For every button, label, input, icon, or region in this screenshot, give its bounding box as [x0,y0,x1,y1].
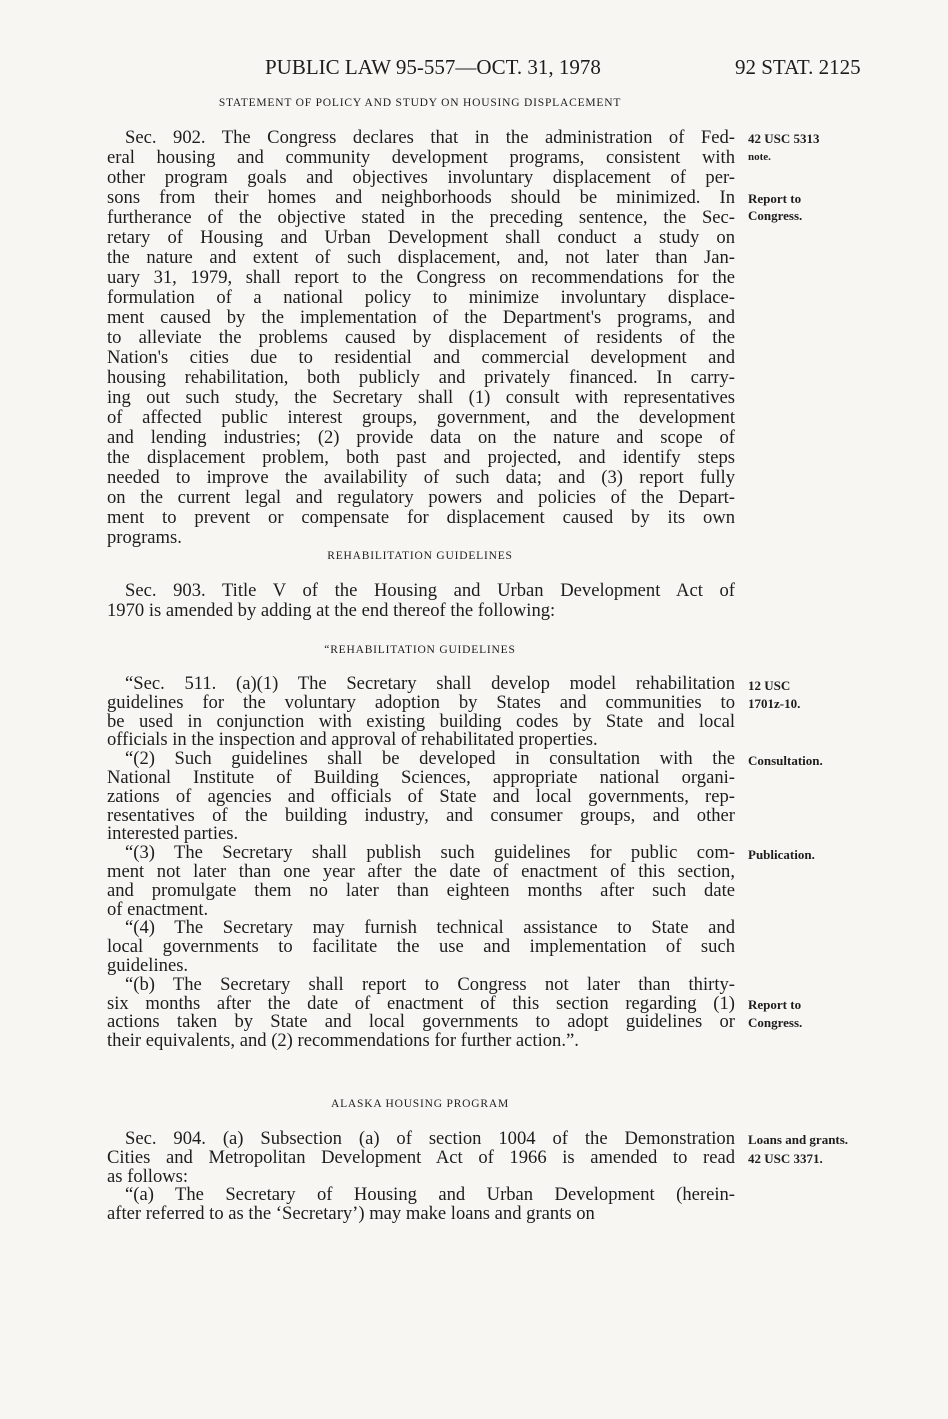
text-line: interested parties. [107,823,239,845]
text-line: Sec. 903. Title V of the Housing and Urban Development Act of [125,580,735,601]
text-line: be used in conjunction with existing building codes by State and local [107,710,735,732]
text-line: local governments to facilitate the use and implementation of such [107,936,735,958]
margin-note: note. [748,151,771,163]
section-511-body [107,675,735,1051]
text-line: “(b) The Secretary shall report to Congress not later than thirty- [125,973,735,995]
text-line: guidelines for the voluntary adoption by States and communities to [107,691,735,713]
section-heading: REHABILITATION GUIDELINES [327,550,513,562]
text-line: the nature and extent of such displacement, and, not later than Jan- [107,247,735,268]
margin-note: Loans and grants. [748,1132,849,1147]
text-line: other program goals and objectives involuntary displacement of per- [107,167,735,188]
text-line: to alleviate the problems caused by displacement of residents of the [107,327,735,348]
text-line: uary 31, 1979, shall report to the Congress on recommendations for the [107,267,735,288]
text-line: resentatives of the building industry, and consumer groups, and other [107,804,735,826]
text-line: six months after the date of enactment of this section regarding (1) [107,992,735,1014]
margin-note: 42 USC 5313 [748,131,820,146]
text-line: Nation's cities due to residential and commercial development and [107,347,735,368]
page-stat-number: 92 STAT. 2125 [735,55,861,79]
text-line: ment caused by the implementation of the Department's programs, and [107,307,735,328]
text-line: furtherance of the objective stated in the preceding sentence, the Sec- [107,207,735,228]
text-line: on the current legal and regulatory powers and policies of the Depart- [107,487,735,508]
section-heading: STATEMENT OF POLICY AND STUDY ON HOUSING DISPLACEMENT [218,97,622,109]
section-902-body [107,128,735,548]
margin-note: Publication. [748,847,815,862]
text-line: ment not later than one year after the date of enactment of this section, [107,860,735,882]
text-line: 1970 is amended by adding at the end thereof the following: [107,600,556,621]
text-line: housing rehabilitation, both publicly and privately financed. In carry- [107,367,735,388]
section-heading: “REHABILITATION GUIDELINES [324,644,516,656]
margin-note: Consultation. [748,753,823,768]
running-header-title: PUBLIC LAW 95-557—OCT. 31, 1978 [265,55,601,79]
text-line: Cities and Metropolitan Development Act of 1966 is amended to read [107,1146,735,1168]
text-line: “Sec. 511. (a)(1) The Secretary shall develop model rehabilitation [125,673,735,694]
text-line: ing out such study, the Secretary shall (1) consult with representatives [107,387,735,408]
section-904-body [107,1130,735,1224]
text-line: and lending industries; (2) provide data on the nature and scope of [107,427,735,448]
text-line: National Institute of Building Sciences, appropriate national organi- [107,766,735,788]
text-line: “(2) Such guidelines shall be developed in consultation with the [125,748,735,770]
text-line: eral housing and community development programs, consistent with [107,147,735,168]
margin-note: Report to [748,191,802,206]
margin-note: 12 USC [748,678,791,693]
text-line: ment to prevent or compensate for displacement caused by its own [107,507,735,528]
margin-note: Congress. [748,208,803,223]
margin-note: Report to [748,997,802,1012]
text-line: as follows: [107,1165,189,1187]
margin-note: Congress. [748,1015,803,1030]
text-line: officials in the inspection and approval of rehabilitated properties. [107,729,598,751]
margin-note: 42 USC 3371. [748,1151,823,1166]
text-line: actions taken by State and local governments to adopt guidelines or [107,1011,735,1033]
text-line: “(3) The Secretary shall publish such guidelines for public com- [125,842,735,864]
text-line: retary of Housing and Urban Development shall conduct a study on [107,227,735,248]
text-line: formulation of a national policy to minimize involuntary displace- [107,287,735,308]
text-line: programs. [107,527,182,548]
text-line: their equivalents, and (2) recommendations for further action.”. [107,1030,579,1052]
text-line: Sec. 904. (a) Subsection (a) of section 1004 of the Demonstration [125,1128,735,1149]
text-line: of enactment. [107,898,209,920]
section-903-body [107,581,735,621]
text-line: of affected public interest groups, government, and the development [107,407,735,428]
margin-note: 1701z-10. [748,696,801,711]
text-line: the displacement problem, both past and projected, and identify steps [107,447,735,468]
text-line: needed to improve the availability of such data; and (3) report fully [107,467,735,488]
text-line: Sec. 902. The Congress declares that in the administration of Fed- [125,127,735,148]
text-line: guidelines. [107,954,189,976]
text-line: zations of agencies and officials of State and local governments, rep- [107,785,735,807]
text-line: and promulgate them no later than eighteen months after such date [107,879,735,901]
text-line: sons from their homes and neighborhoods should be minimized. In [107,187,735,208]
text-line: after referred to as the ‘Secretary’) may make loans and grants on [107,1203,595,1225]
section-heading: ALASKA HOUSING PROGRAM [331,1098,509,1110]
text-line: “(4) The Secretary may furnish technical assistance to State and [125,917,735,939]
text-line: “(a) The Secretary of Housing and Urban Development (herein- [125,1184,735,1206]
